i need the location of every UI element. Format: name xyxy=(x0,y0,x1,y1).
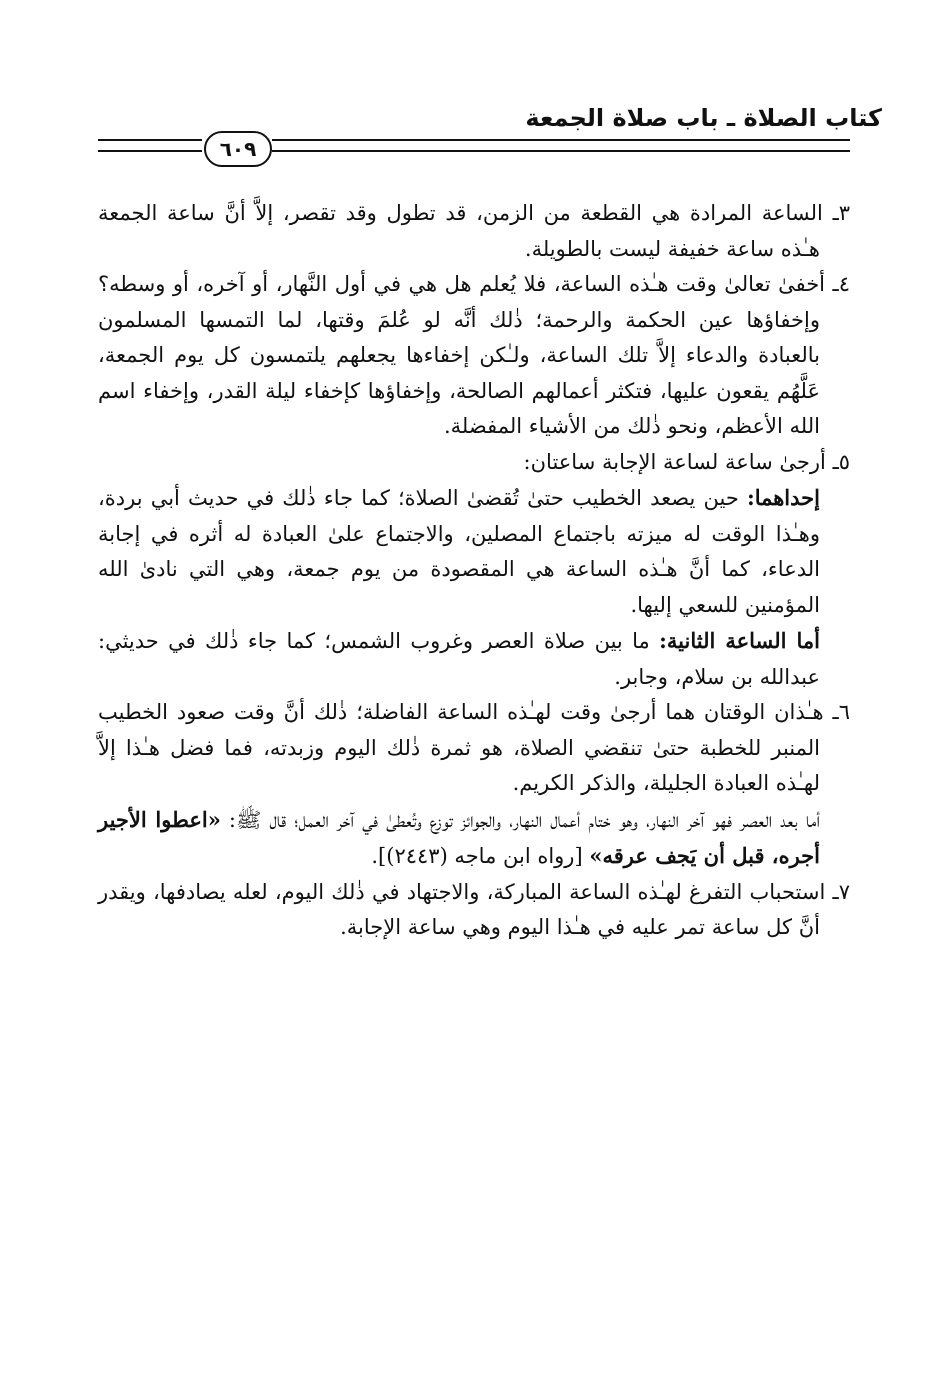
reference: [رواه ابن ماجه (٢٤٤٣)]. xyxy=(371,844,583,868)
item-text: أخفىٰ تعالىٰ وقت هـٰذه الساعة، فلا يُعلم هل هي في أول النَّهار، أو آخره، أو وسطه؟ وإخفاؤها عين الحكمة والرحمة؛ ذٰلك أنَّه لو عُلمَ وقتها، لما التمسها المسلمون بالعبادة والدعاء إلاَّ تلك الساعة، ولـٰكن إخفاءها يجعلهم يلتمسون كل يوم الجمعة، عَلَّهُم يقعون عليها، فتكثر أعمالهم الصالحة، وإخفاؤها كإخفاء ليلة القدر، وإخفاء اسم الله الأعظم، ونحو ذٰلك من الأشياء المفضلة. xyxy=(98,272,826,438)
item-number: ٣ـ xyxy=(832,201,850,225)
sub-text: أما بعد العصر فهو آخر النهار، وهو ختام أعمال النهار، والجوائز توزع وتُعطىٰ في آخر العمل؛ قال ﷺ: xyxy=(228,807,820,832)
list-item xyxy=(98,695,850,802)
item-text: هـٰذان الوقتان هما أرجىٰ وقت لهـٰذه الساعة الفاضلة؛ ذٰلك أنَّ وقت صعود الخطيب المنبر للخطبة حتىٰ تنقضي الصلاة، هو ثمرة ذٰلك اليوم وزبدته، فما فضل هـٰذا إلاَّ لهـٰذه العبادة الجليلة، والذكر الكريم. xyxy=(98,700,824,795)
list-item xyxy=(98,445,850,481)
header-rule-left-bottom xyxy=(98,150,202,152)
page-number: ٦٠٩ xyxy=(204,131,272,167)
list-item xyxy=(98,875,850,946)
item-text: الساعة المرادة هي القطعة من الزمن، قد تطول وقد تقصر، إلاَّ أنَّ ساعة الجمعة هـٰذه ساعة خفيفة ليست بالطويلة. xyxy=(98,201,823,261)
sub-paragraph xyxy=(98,802,850,875)
sub-lead: إحداهما: xyxy=(746,485,820,510)
hadith-quote: «اعطوا الأجير أجره، قبل أن يَجف عرقه» xyxy=(98,806,820,868)
item-number: ٧ـ xyxy=(832,879,850,904)
sub-text: حين يصعد الخطيب حتىٰ تُقضىٰ الصلاة؛ كما جاء ذٰلك في حديث أبي بردة، وهـٰذا الوقت له ميزته باجتماع المصلين، والاجتماع علىٰ العبادة له أثره في إجابة الدعاء، كما أنَّ هـٰذه الساعة هي المقصودة من يوم جمعة، وهي التي نادىٰ الله المؤمنين للسعي إليها. xyxy=(98,486,820,617)
chapter-title: كتاب الصلاة ـ باب صلاة الجمعة xyxy=(525,104,882,132)
page-body xyxy=(98,196,850,946)
item-text: استحباب التفرغ لهـٰذه الساعة المباركة، والاجتهاد في ذٰلك اليوم، لعله يصادفها، ويقدر أنَّ كل ساعة تمر عليه في هـٰذا اليوم وهي ساعة الإجابة. xyxy=(98,879,826,939)
list-item xyxy=(98,267,850,445)
item-number: ٥ـ xyxy=(832,449,850,474)
item-number: ٤ـ xyxy=(832,272,850,296)
header-rule-right-bottom xyxy=(272,150,850,152)
item-text: أرجىٰ ساعة لساعة الإجابة ساعتان: xyxy=(523,449,826,474)
sub-text: ما بين صلاة العصر وغروب الشمس؛ كما جاء ذٰلك في حديثي: عبدالله بن سلام، وجابر. xyxy=(98,629,820,689)
header-rule-right-top xyxy=(272,139,850,141)
item-number: ٦ـ xyxy=(832,700,850,724)
list-item xyxy=(98,196,850,267)
sub-paragraph xyxy=(98,623,850,695)
sub-paragraph xyxy=(98,480,850,623)
header-rule-left-top xyxy=(98,139,202,141)
sub-lead: أما الساعة الثانية: xyxy=(659,628,820,653)
